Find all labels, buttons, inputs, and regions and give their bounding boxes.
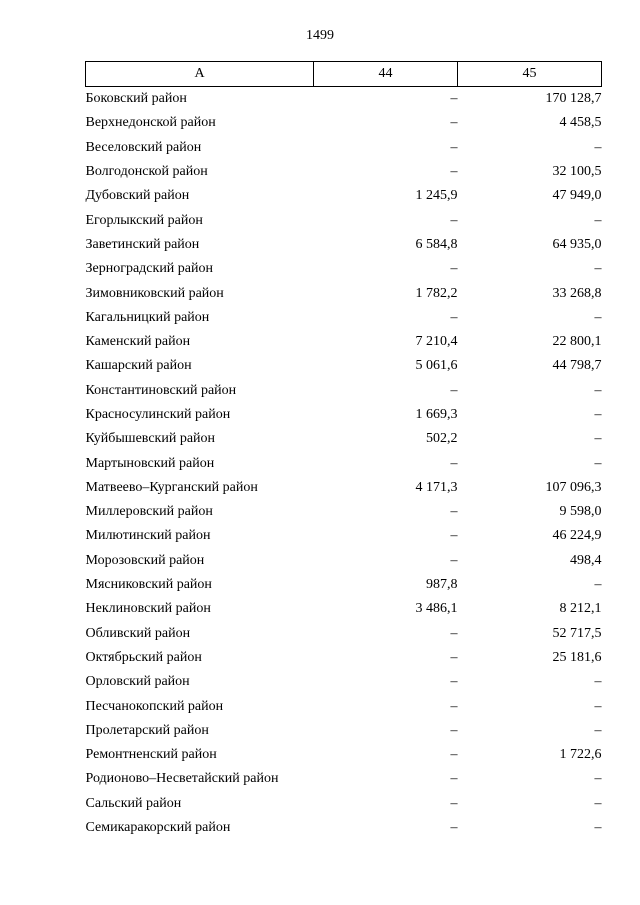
table-header: [86, 62, 602, 87]
value-44-cell: –: [450, 625, 458, 641]
value-44-cell: –: [450, 115, 458, 131]
header-column-45: 45: [458, 62, 602, 87]
district-name-cell: Кашарский район: [85, 358, 192, 374]
table-row: [86, 306, 602, 330]
value-44-cell: 987,8: [426, 577, 458, 593]
table-row: [86, 646, 602, 670]
district-name-cell: Родионово–Несветайский район: [85, 771, 279, 787]
district-name-cell: Константиновский район: [85, 382, 237, 398]
value-45-cell: 25 181,6: [552, 649, 602, 665]
value-45-cell: 47 949,0: [552, 188, 602, 204]
table-row: [86, 281, 602, 305]
value-45-cell: 4 458,5: [559, 115, 602, 131]
table-row: [86, 816, 602, 840]
district-name-cell: Красносулинский район: [85, 407, 231, 422]
district-name-cell: Сальский район: [85, 795, 182, 811]
value-44-cell: 1 245,9: [415, 188, 458, 204]
value-45-cell: 64 935,0: [552, 236, 602, 252]
value-45-cell: –: [594, 139, 602, 155]
table-row: [86, 743, 602, 767]
table-row: [86, 792, 602, 816]
district-name-cell: Зимовниковский район: [85, 285, 224, 301]
district-name-cell: Зерноградский район: [85, 261, 213, 277]
value-45-cell: 8 212,1: [559, 601, 602, 617]
value-45-cell: –: [594, 795, 602, 811]
value-45-cell: 46 224,9: [552, 528, 602, 544]
district-name-cell: Морозовский район: [85, 552, 205, 568]
district-name-cell: Куйбышевский район: [85, 431, 216, 447]
table-row: [86, 622, 602, 646]
page-number: 1499: [306, 28, 334, 43]
table-row: [86, 87, 602, 112]
table-row: [86, 379, 602, 403]
district-name-cell: Песчанокопский район: [85, 698, 224, 714]
value-44-cell: 1 669,3: [415, 407, 458, 422]
district-name-cell: Матвеево–Курганский район: [85, 479, 258, 495]
district-name-cell: Обливский район: [85, 625, 191, 641]
district-name-cell: Орловский район: [85, 674, 190, 690]
value-44-cell: –: [450, 747, 458, 763]
table-row: [86, 427, 602, 451]
table-row: [86, 136, 602, 160]
value-44-cell: –: [450, 795, 458, 811]
district-name-cell: Октябрьский район: [85, 649, 202, 665]
district-name-cell: Семикаракорский район: [85, 820, 231, 836]
value-44-cell: 7 210,4: [415, 334, 458, 350]
value-44-cell: –: [450, 698, 458, 714]
value-44-cell: 1 782,2: [415, 285, 458, 301]
header-column-a: А: [86, 62, 314, 87]
value-44-cell: –: [450, 722, 458, 738]
value-45-cell: –: [594, 577, 602, 593]
value-45-cell: 52 717,5: [552, 625, 602, 641]
table-row: [86, 767, 602, 791]
district-name-cell: Каменский район: [85, 334, 191, 350]
table-row: [86, 257, 602, 281]
value-44-cell: –: [450, 261, 458, 277]
value-45-cell: 498,4: [570, 552, 602, 568]
value-45-cell: 170 128,7: [545, 91, 602, 107]
district-name-cell: Боковский район: [85, 91, 187, 107]
header-column-44: 44: [314, 62, 458, 87]
budget-table: [85, 61, 602, 840]
district-name-cell: Егорлыкский район: [85, 212, 203, 228]
value-44-cell: 5 061,6: [415, 358, 458, 374]
table-row: [86, 184, 602, 208]
district-name-cell: Кагальницкий район: [85, 309, 210, 325]
value-44-cell: –: [450, 382, 458, 398]
table-row: [86, 597, 602, 621]
table-row: [86, 111, 602, 135]
value-44-cell: –: [450, 771, 458, 787]
value-44-cell: 4 171,3: [415, 479, 458, 495]
district-name-cell: Дубовский район: [85, 188, 190, 204]
value-45-cell: 22 800,1: [552, 334, 602, 350]
district-name-cell: Заветинский район: [85, 236, 200, 252]
value-44-cell: –: [450, 820, 458, 836]
table-row: [86, 330, 602, 354]
value-44-cell: –: [450, 528, 458, 544]
table-row: [86, 670, 602, 694]
value-45-cell: –: [594, 455, 602, 471]
table-body: [86, 87, 602, 841]
value-45-cell: –: [594, 382, 602, 398]
table-row: [86, 719, 602, 743]
table-row: [86, 524, 602, 548]
district-name-cell: Милютинский район: [85, 528, 211, 544]
table-row: [86, 403, 602, 427]
table-row: [86, 573, 602, 597]
value-45-cell: –: [594, 309, 602, 325]
value-44-cell: –: [450, 674, 458, 690]
table-row: [86, 500, 602, 524]
value-44-cell: 3 486,1: [415, 601, 458, 617]
value-45-cell: 32 100,5: [552, 164, 602, 180]
value-45-cell: –: [594, 722, 602, 738]
value-45-cell: –: [594, 698, 602, 714]
value-45-cell: 33 268,8: [552, 285, 602, 301]
value-44-cell: –: [450, 309, 458, 325]
table-row: [86, 694, 602, 718]
value-45-cell: 1 722,6: [559, 747, 602, 763]
value-44-cell: –: [450, 212, 458, 228]
value-44-cell: 502,2: [426, 431, 458, 447]
value-45-cell: –: [594, 431, 602, 447]
table-row: [86, 451, 602, 475]
value-45-cell: –: [594, 820, 602, 836]
value-45-cell: –: [594, 212, 602, 228]
value-44-cell: –: [450, 164, 458, 180]
table-row: [86, 354, 602, 378]
district-name-cell: Миллеровский район: [85, 504, 213, 520]
value-45-cell: –: [594, 407, 602, 422]
district-name-cell: Верхнедонской район: [85, 115, 216, 131]
value-44-cell: 6 584,8: [415, 236, 458, 252]
district-name-cell: Ремонтненский район: [85, 747, 217, 763]
value-44-cell: –: [450, 504, 458, 520]
value-45-cell: –: [594, 674, 602, 690]
table-row: [86, 549, 602, 573]
table-row: [86, 233, 602, 257]
value-45-cell: –: [594, 261, 602, 277]
table-row: [86, 208, 602, 232]
header-row: [86, 62, 602, 87]
value-45-cell: 107 096,3: [545, 479, 602, 495]
district-name-cell: Пролетарский район: [85, 722, 209, 738]
district-name-cell: Неклиновский район: [85, 601, 211, 617]
value-44-cell: –: [450, 139, 458, 155]
value-45-cell: 9 598,0: [559, 504, 602, 520]
district-name-cell: Волгодонской район: [85, 164, 208, 180]
value-45-cell: –: [594, 771, 602, 787]
district-name-cell: Мясниковский район: [85, 577, 212, 593]
value-44-cell: –: [450, 649, 458, 665]
table-row: [86, 160, 602, 184]
value-44-cell: –: [450, 552, 458, 568]
value-44-cell: –: [450, 455, 458, 471]
table-row: [86, 476, 602, 500]
district-name-cell: Веселовский район: [85, 139, 202, 155]
value-45-cell: 44 798,7: [552, 358, 602, 374]
value-44-cell: –: [450, 91, 458, 107]
district-name-cell: Мартыновский район: [85, 455, 215, 471]
